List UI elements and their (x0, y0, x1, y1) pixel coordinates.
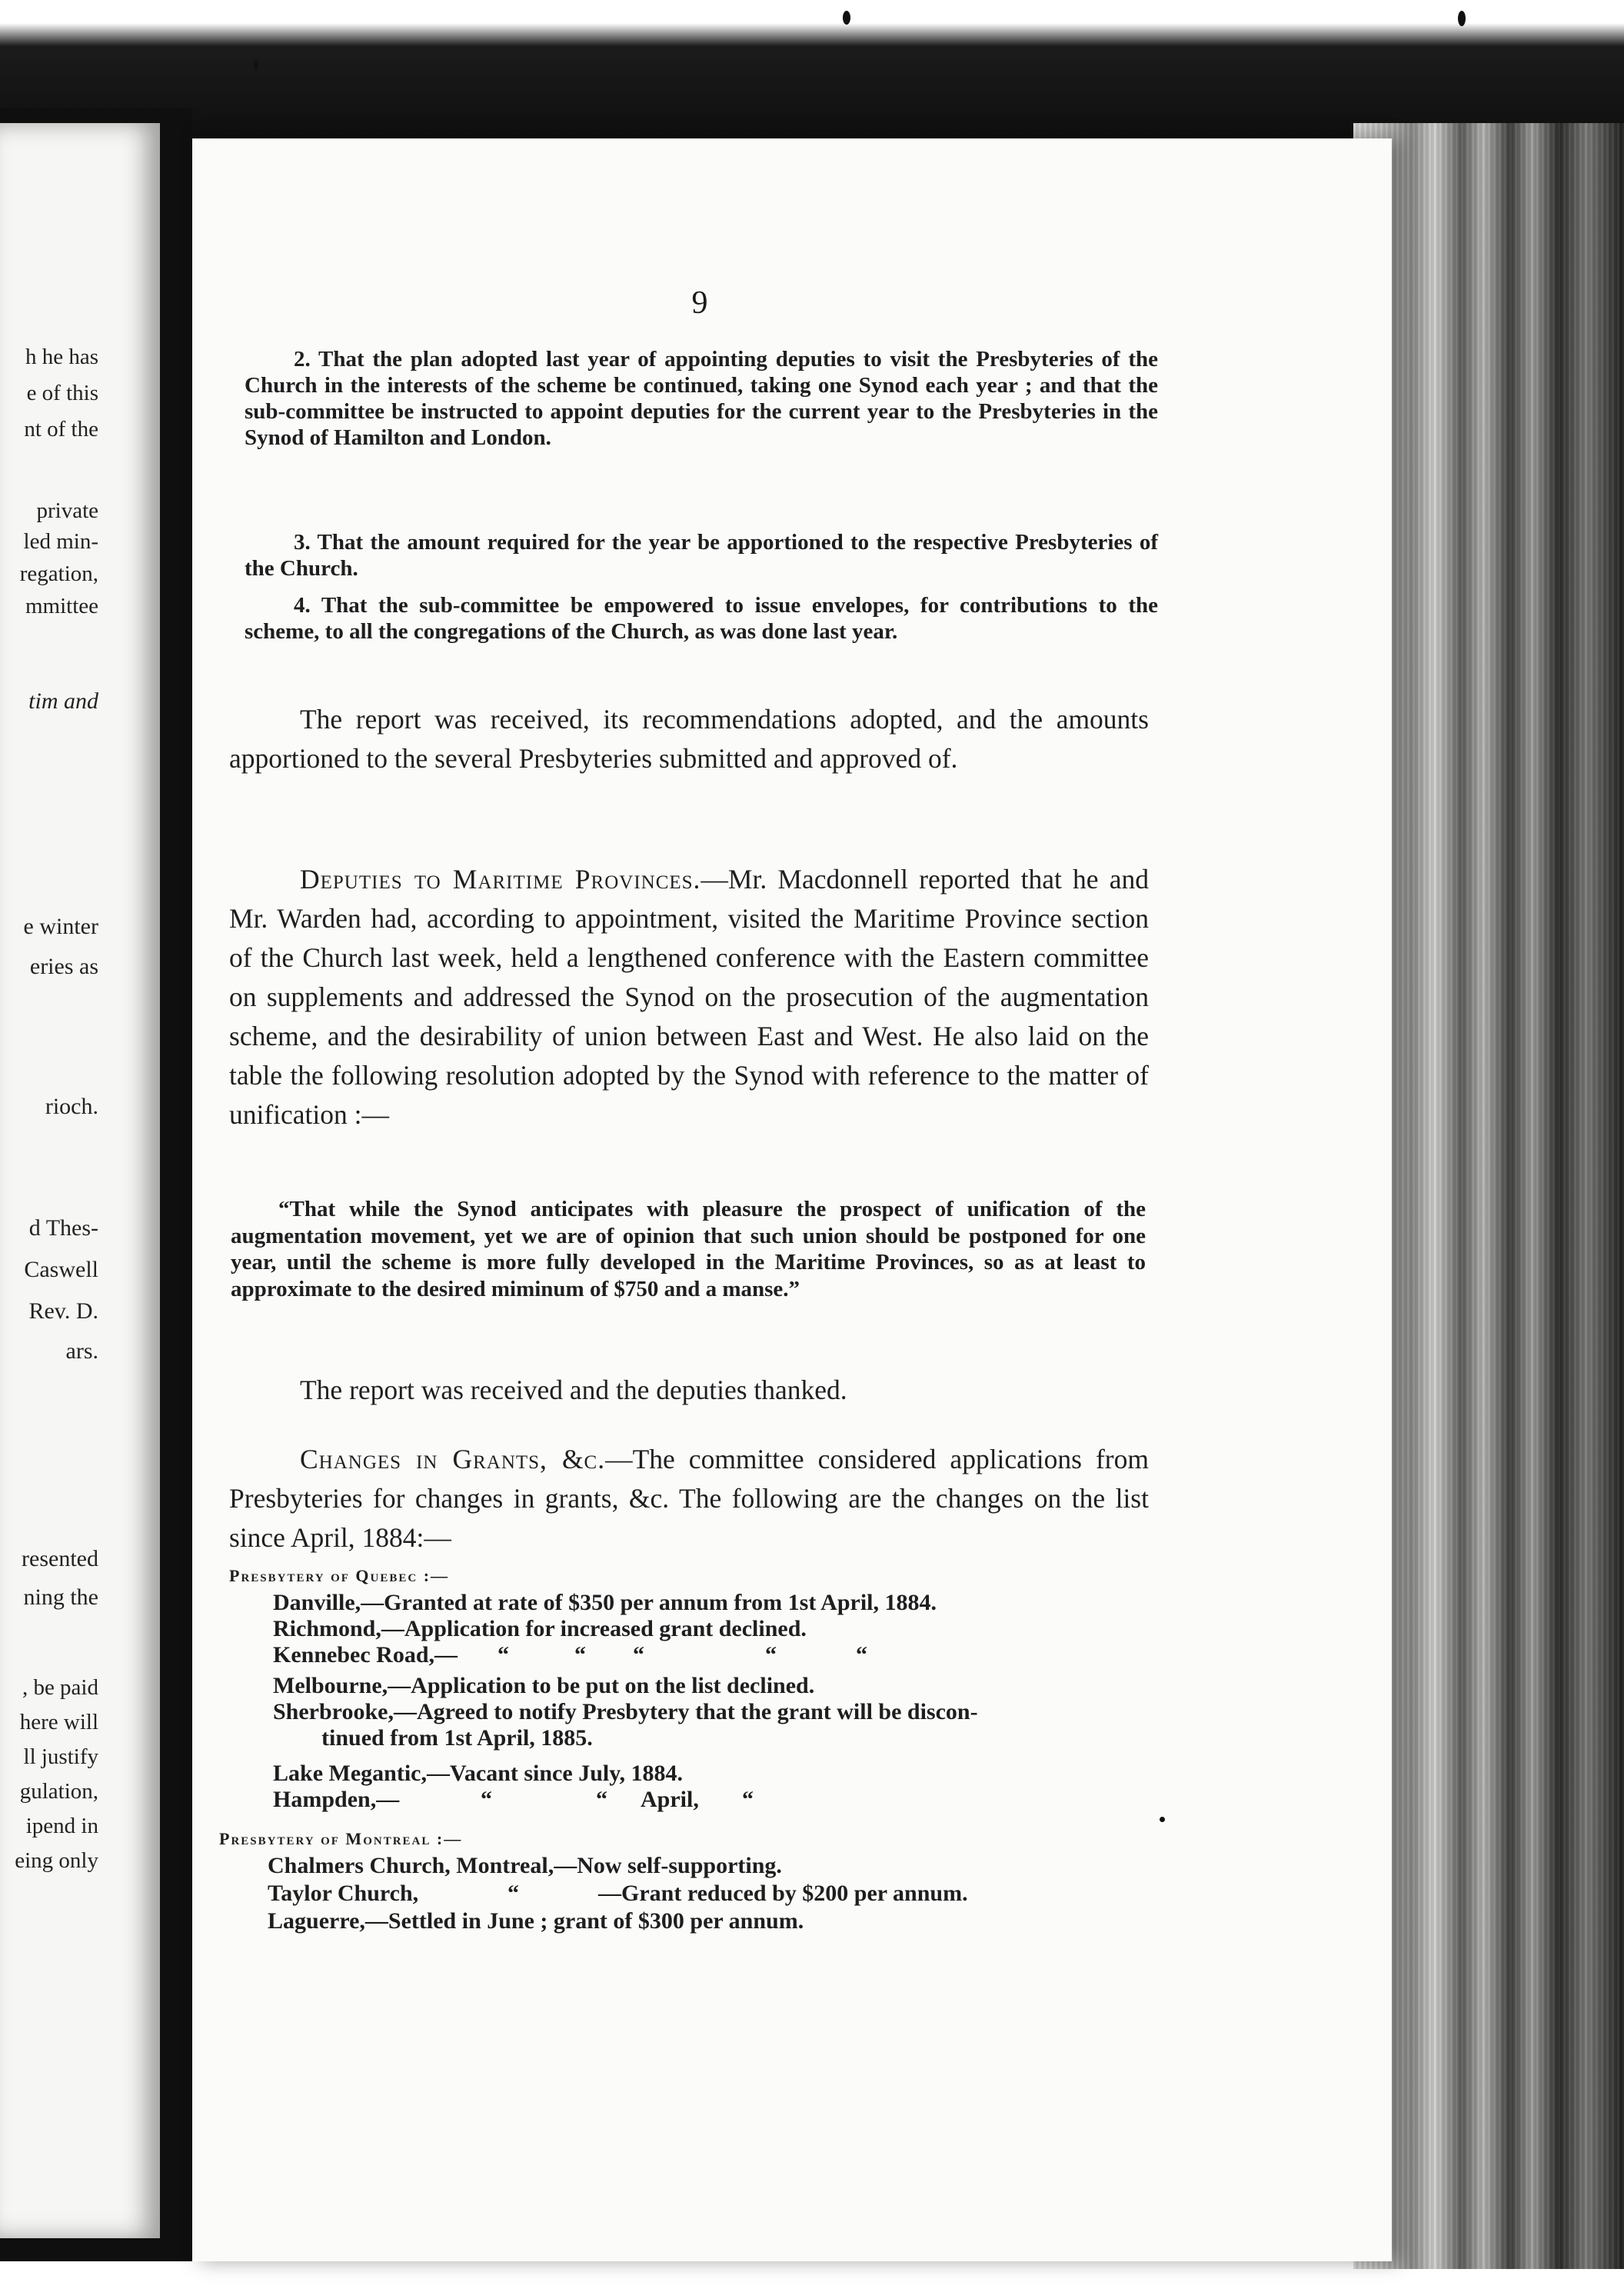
left-page-line: private (36, 498, 98, 523)
list-item: Lake Megantic,—Vacant since July, 1884. (273, 1761, 684, 1786)
changes-heading: Changes in Grants, &c. (300, 1444, 606, 1474)
left-page-line: e of this (26, 381, 98, 405)
left-page-line: ars. (65, 1338, 98, 1364)
report-received-paragraph: The report was received, its recommendations adopted, and the amounts apportioned to the several Presbyteries submitted and approved of. (229, 704, 1149, 774)
scan-speck (1458, 11, 1466, 26)
resolution-quote: “That while the Synod anticipates with pleasure the prospect of unification of the augmentation movement, yet we are of opinion that such union should be postponed for one year, until the scheme is more fully developed in the Maritime Provinces, so as at least to approximate to the desired miminum of $750 and a manse.” (231, 1197, 1146, 1301)
left-page-line: Rev. D. (28, 1298, 98, 1324)
recommendation-4: 4. That the sub-committee be empowered to issue envelopes, for contributions to the scheme, to all the congregations of the Church, as was done last year. (245, 593, 1158, 644)
left-page-line: e winter (23, 914, 98, 939)
deputies-thanked-paragraph: The report was received and the deputies thanked. (300, 1374, 847, 1405)
left-page-line: here will (19, 1710, 98, 1734)
ditto-mark: “ (574, 1642, 586, 1668)
left-page-line: ipend in (25, 1814, 98, 1838)
left-page-line: ning the (23, 1584, 98, 1610)
left-page-line: regation, (19, 561, 98, 586)
left-page-line: gulation, (19, 1779, 98, 1804)
ditto-mark: “ (596, 1787, 607, 1812)
recommendation-2: 2. That the plan adopted last year of appointing deputies to visit the Presbyteries of the Church in the interests of the scheme be continued, taking one Synod each year ; and that the sub-committee be instructed to appoint deputies for the current year to the Presbyteries in the Synod of Hamilton and London. (245, 347, 1158, 450)
left-page-line: tim and (28, 688, 98, 714)
scan-speck (1160, 1817, 1165, 1822)
scan-speck (843, 11, 850, 25)
list-item: Chalmers Church, Montreal,—Now self-supporting. (268, 1853, 782, 1878)
ditto-mark: “ (765, 1642, 777, 1668)
left-page-line: resented (22, 1546, 98, 1571)
deputies-paragraph: Deputies to Maritime Provinces.—Mr. Macdonnell reported that he and Mr. Warden had, according to appointment, visited the Maritime Province section of the Church last week, held a lengthened conference with the Eastern committee on supplements and addressed the Synod on the prosecution of the augmentation scheme, and the desirability of union between East and West. He also laid on the table the following resolution adopted by the Synod with reference to the matter of unification :— (229, 864, 1149, 1130)
presbytery-montreal-heading: Presbytery of Montreal :— (219, 1829, 463, 1848)
main-page (192, 138, 1392, 2261)
list-item: Danville,—Granted at rate of $350 per annum from 1st April, 1884. (273, 1590, 937, 1615)
left-page-line: h he has (25, 345, 98, 369)
left-page-line: led min- (23, 529, 98, 554)
recommendation-3: 3. That the amount required for the year be apportioned to the respective Presbyteries of the Church. (245, 530, 1158, 581)
left-page-line: mmittee (25, 594, 98, 618)
left-page-line: d Thes- (28, 1215, 98, 1241)
left-page-line: nt of the (24, 417, 98, 441)
left-page-line: eries as (29, 954, 98, 979)
list-item: Hampden,— “ “ April, “ (273, 1787, 754, 1812)
list-item: Richmond,—Application for increased grant declined. (273, 1616, 807, 1641)
ditto-mark: “ (481, 1787, 492, 1812)
list-item: Sherbrooke,—Agreed to notify Presbytery that the grant will be discon- (273, 1699, 978, 1724)
list-item: Taylor Church, “ —Grant reduced by $200 per annum. (268, 1881, 968, 1906)
ditto-mark: “ (742, 1787, 754, 1812)
page-number: 9 (691, 285, 708, 321)
left-page-line: , be paid (22, 1675, 98, 1700)
list-item: Melbourne,—Application to be put on the list declined. (273, 1673, 815, 1698)
list-item: Laguerre,—Settled in June ; grant of $300 per annum. (268, 1908, 804, 1934)
changes-paragraph: Changes in Grants, &c.—The committee considered applications from Presbyteries for changes in grants, &c. The following are the changes on the list since April, 1884:— (229, 1444, 1149, 1553)
left-page-line: eing only (15, 1848, 98, 1873)
ditto-mark: “ (508, 1881, 519, 1906)
left-page-line: Caswell (24, 1257, 98, 1282)
list-item: tinued from 1st April, 1885. (321, 1725, 593, 1751)
presbytery-quebec-heading: Presbytery of Quebec :— (229, 1566, 450, 1585)
deputies-heading: Deputies to Maritime Provinces. (300, 864, 701, 895)
scan-speck (254, 60, 258, 71)
list-item: Kennebec Road,— “ “ “ “ “ (273, 1642, 867, 1668)
left-page-line: ll justify (23, 1744, 98, 1769)
ditto-mark: “ (498, 1642, 509, 1668)
left-page-line: rioch. (45, 1094, 98, 1119)
ditto-mark: “ (633, 1642, 644, 1668)
ditto-mark: “ (856, 1642, 867, 1668)
